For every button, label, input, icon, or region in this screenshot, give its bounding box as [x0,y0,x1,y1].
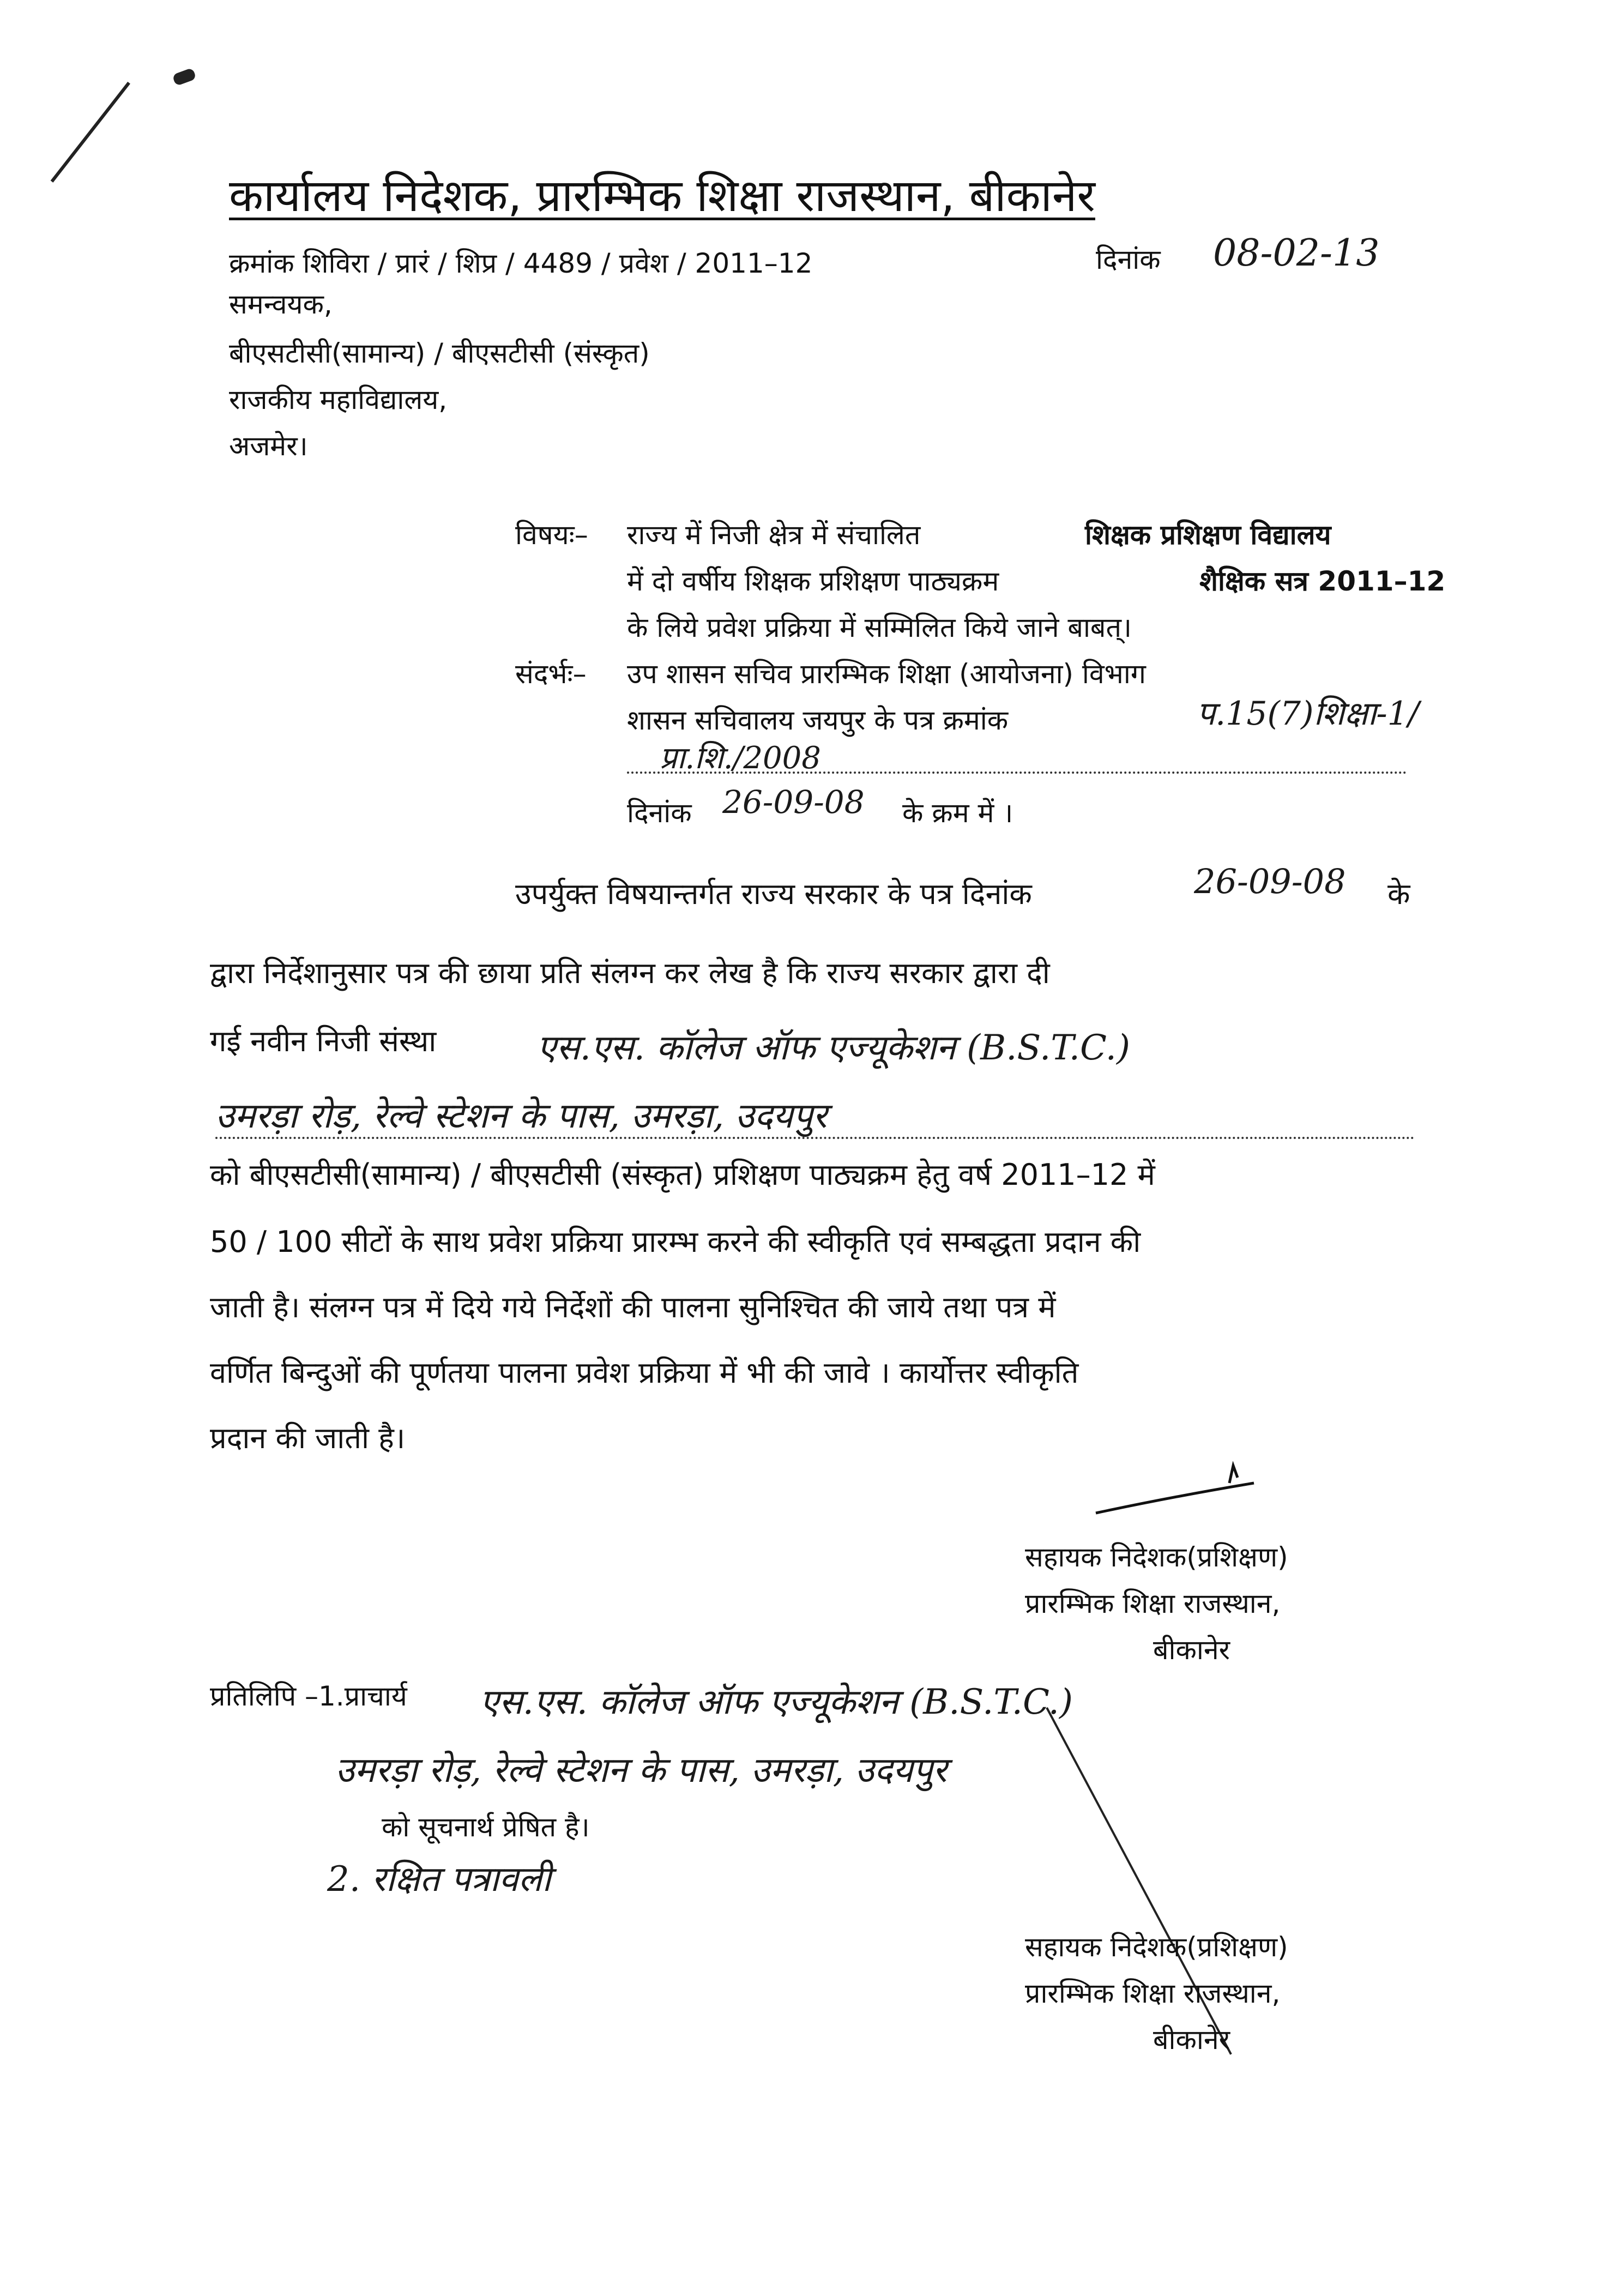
body-line3: गई नवीन निजी संस्था [210,1024,437,1058]
dotted-fill-line [627,772,1407,774]
reference-date-suffix: के क्रम में । [902,797,1013,829]
body-line1-end: के [1387,877,1410,911]
body-line1: उपर्युक्त विषयान्तर्गत राज्य सरकार के पत्र दिनांक [515,877,1032,911]
reference-line1: उप शासन सचिव प्रारम्भिक शिक्षा (आयोजना) विभाग [627,658,1146,690]
recipient-line3: राजकीय महाविद्यालय, [229,384,448,415]
subject-label: विषयः– [515,519,588,551]
recipient-line4: अजमेर। [229,430,308,462]
signature-1 [1090,1461,1265,1527]
letter-number-handwritten: प.15(7)शिक्षा-1/ [1197,695,1420,733]
reference-date-handwritten: 26-09-08 [722,784,865,821]
signatory-1-city: बीकानेर [1153,1634,1230,1666]
subject-line1a: राज्य में निजी क्षेत्र में संचालित [627,519,921,551]
scan-speck [172,68,196,86]
copy-institution-handwritten: एस.एस. कॉलेज ऑफ एज्यूकेशन (B.S.T.C.) [480,1682,1073,1722]
copy-label: प्रतिलिपि –1.प्राचार्य [210,1680,407,1712]
signatory-1-title: सहायक निदेशक(प्रशिक्षण) [1025,1541,1288,1573]
subject-line1b: शिक्षक प्रशिक्षण विद्यालय [1085,519,1331,551]
body-line4: को बीएसटीसी(सामान्य) / बीएसटीसी (संस्कृत) प्रशिक्षण पाठ्यक्रम हेतु वर्ष 2011–12 में [210,1158,1155,1192]
subject-line3: के लिये प्रवेश प्रक्रिया में सम्मिलित किये जाने बाबत्। [627,612,1132,643]
institution-address-handwritten: उमरड़ा रोड़, रेल्वे स्टेशन के पास, उमरड़ा, उदयपुर [215,1096,827,1136]
subject-line2b: शैक्षिक सत्र 2011–12 [1199,565,1446,597]
pen-stroke [51,82,130,183]
signatory-1-office: प्रारम्भिक शिक्षा राजस्थान, [1025,1588,1281,1619]
reference-line2: शासन सचिवालय जयपुर के पत्र क्रमांक [627,704,1009,736]
reference-label: संदर्भः– [515,658,587,690]
reference-date-prefix: दिनांक [627,797,692,829]
recipient-line1: समन्वयक, [229,288,333,320]
reference-number: क्रमांक शिविरा / प्रारं / शिप्र / 4489 / प्रवेश / 2011–12 [229,248,813,279]
body-date-handwritten: 26-09-08 [1194,861,1346,901]
body-line5: 50 / 100 सीटों के साथ प्रवेश प्रक्रिया प्रारम्भ करने की स्वीकृति एवं सम्बद्धता प्रदान की [210,1225,1141,1259]
date-handwritten: 08-02-13 [1213,232,1380,275]
recipient-line2: बीएसटीसी(सामान्य) / बीएसटीसी (संस्कृत) [229,338,650,369]
office-heading: कार्यालय निदेशक, प्रारम्भिक शिक्षा राजस्थान, बीकानेर [229,170,1095,222]
copy-item-2-handwritten: 2. रक्षित पत्रावली [327,1859,551,1900]
institution-handwritten: एस.एस. कॉलेज ऑफ एज्यूकेशन (B.S.T.C.) [537,1028,1130,1068]
copy-address-handwritten: उमरड़ा रोड़, रेल्वे स्टेशन के पास, उमरड़ा, उदयपुर [335,1750,947,1791]
dotted-fill-line-2 [215,1137,1415,1139]
body-line8: प्रदान की जाती है। [210,1421,406,1455]
signatory-2-office: प्रारम्भिक शिक्षा राजस्थान, [1025,1978,1281,2009]
body-line7: वर्णित बिन्दुओं की पूर्णतया पालना प्रवेश प्रक्रिया में भी की जावे । कार्योत्तर स्वीकृति [210,1355,1079,1390]
signatory-2-title: सहायक निदेशक(प्रशिक्षण) [1025,1931,1288,1963]
body-line6: जाती है। संलग्न पत्र में दिये गये निर्देशों की पालना सुनिश्चित की जाये तथा पत्र में [210,1290,1056,1324]
letter-number-handwritten-2: प्रा.शि./2008 [660,740,821,776]
copy-note: को सूचनार्थ प्रेषित है। [382,1811,590,1843]
subject-line2a: में दो वर्षीय शिक्षक प्रशिक्षण पाठ्यक्रम [627,565,999,597]
date-label: दिनांक [1096,244,1161,275]
body-line2: द्वारा निर्देशानुसार पत्र की छाया प्रति संलग्न कर लेख है कि राज्य सरकार द्वारा दी [210,956,1050,990]
signatory-2-city: बीकानेर [1153,2024,1230,2056]
